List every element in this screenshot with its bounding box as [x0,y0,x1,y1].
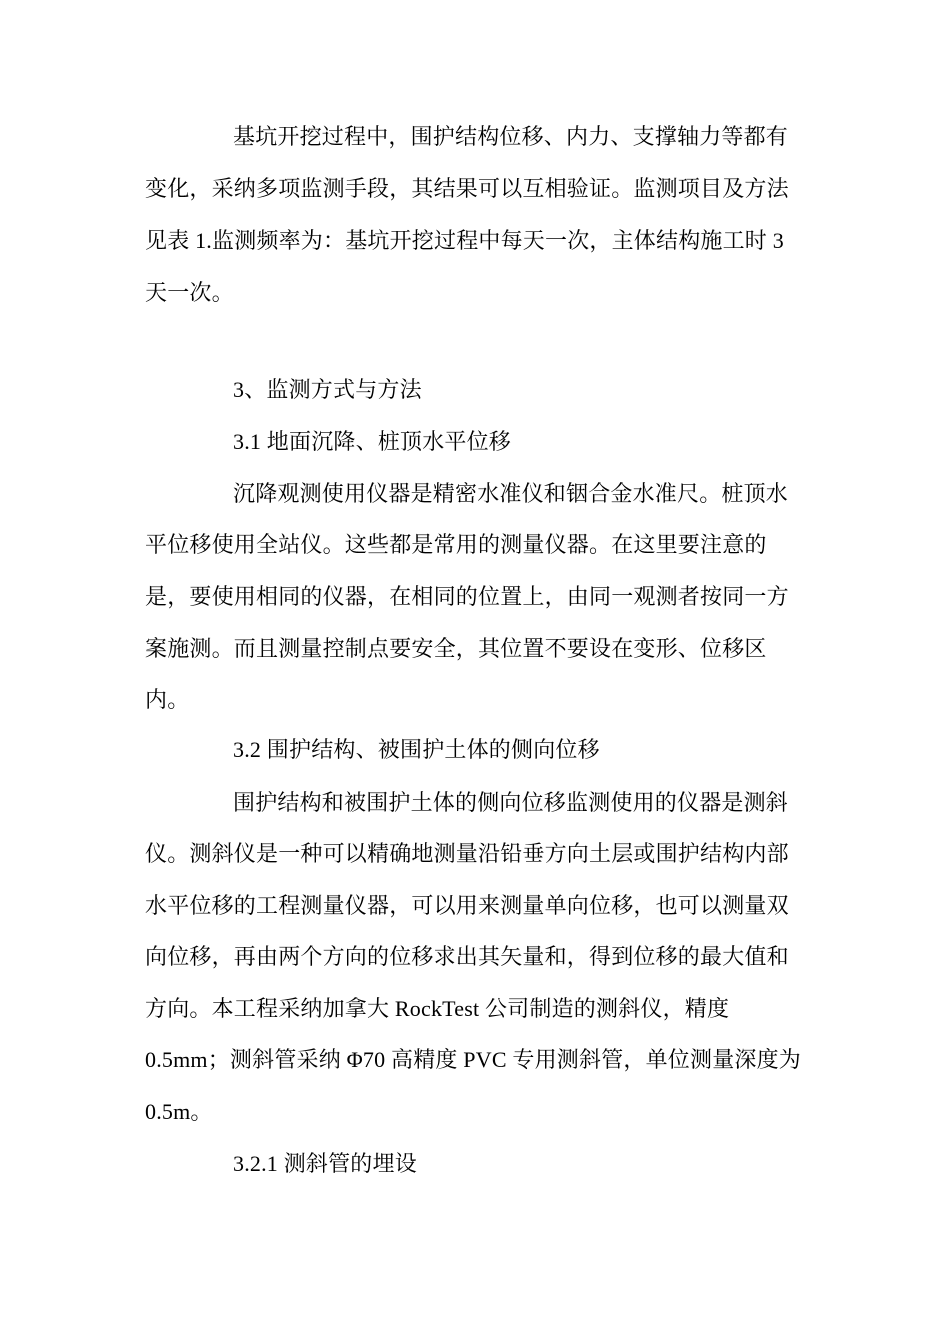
paragraph-line: 是，要使用相同的仪器，在相同的位置上，由同一观测者按同一方 [145,584,789,609]
subsection-heading: 3.1 地面沉降、桩顶水平位移 [233,429,512,454]
paragraph-line: 0.5m。 [145,1099,213,1124]
paragraph-line: 案施测。而且测量控制点要安全，其位置不要设在变形、位移区 [145,636,767,661]
paragraph-line: 基坑开挖过程中，围护结构位移、内力、支撑轴力等都有 [233,124,789,149]
paragraph-line: 变化，采纳多项监测手段，其结果可以互相验证。监测项目及方法 [145,176,789,201]
paragraph-line: 平位移使用全站仪。这些都是常用的测量仪器。在这里要注意的 [145,532,767,557]
paragraph-line: 水平位移的工程测量仪器，可以用来测量单向位移，也可以测量双 [145,893,789,918]
paragraph-line: 沉降观测使用仪器是精密水准仪和铟合金水准尺。桩顶水 [233,481,789,506]
paragraph-line: 方向。本工程采纳加拿大 RockTest 公司制造的测斜仪，精度 [145,996,730,1021]
paragraph-line: 内。 [145,687,190,712]
paragraph-line: 见表 1.监测频率为：基坑开挖过程中每天一次，主体结构施工时 3 [145,228,784,253]
section-heading: 3、监测方式与方法 [233,377,422,402]
paragraph-line: 仪。测斜仪是一种可以精确地测量沿铅垂方向土层或围护结构内部 [145,841,789,866]
paragraph-line: 围护结构和被围护土体的侧向位移监测使用的仪器是测斜 [233,790,789,815]
subsection-heading: 3.2 围护结构、被围护土体的侧向位移 [233,737,600,762]
paragraph-line: 天一次。 [145,280,234,305]
paragraph-line: 0.5mm；测斜管采纳 Φ70 高精度 PVC 专用测斜管，单位测量深度为 [145,1047,802,1072]
subsection-heading: 3.2.1 测斜管的埋设 [233,1151,417,1176]
paragraph-line: 向位移，再由两个方向的位移求出其矢量和，得到位移的最大值和 [145,944,789,969]
